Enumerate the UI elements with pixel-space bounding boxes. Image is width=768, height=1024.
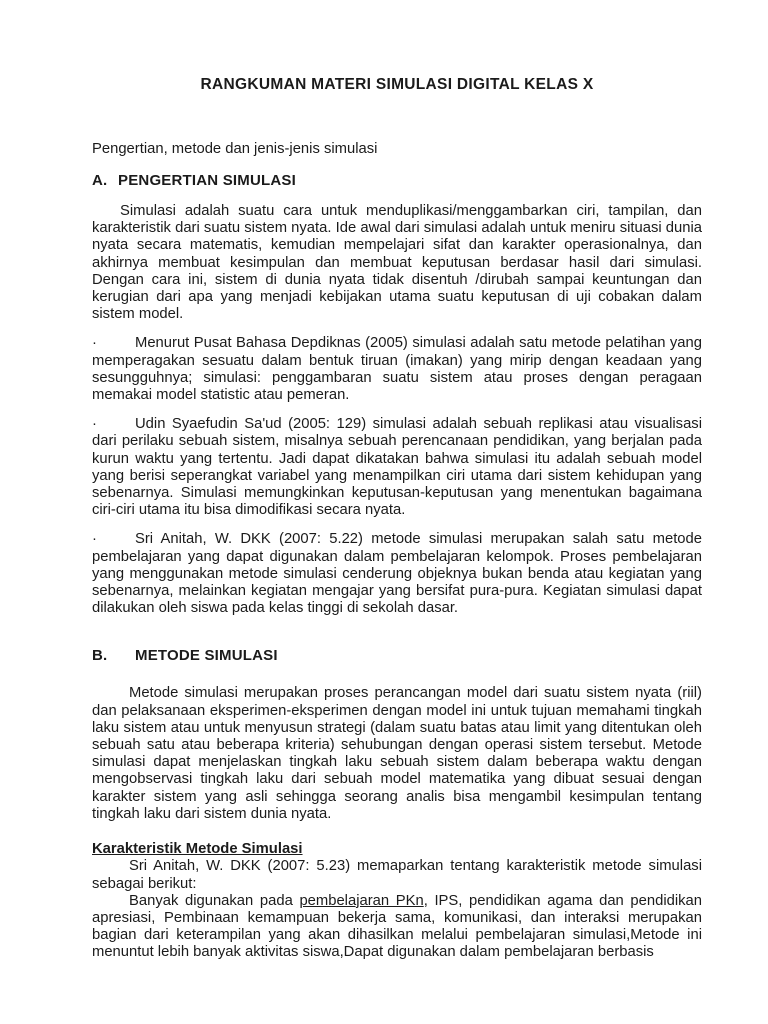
- paragraph-karakteristik-intro: Sri Anitah, W. DKK (2007: 5.23) memaparkan tentang karakteristik metode simulasi sebagai berikut:: [92, 858, 702, 892]
- document-subtitle: Pengertian, metode dan jenis-jenis simulasi: [92, 141, 378, 157]
- bullet-icon: ·: [92, 416, 97, 433]
- section-b-heading: [92, 647, 702, 665]
- bullet-item-syaefudin: [92, 416, 702, 519]
- paragraph-metode: Metode simulasi merupakan proses perancangan model dari suatu sistem nyata (riil) dan pelaksanaan eksperimen-eksperimen dengan model ini untuk tujuan memahami tingkah laku sistem atau untuk menyusun strategi (dalam suatu batas atau limit yang ditentukan oleh sebuah satu atau beberapa kriteria) sehubungan dengan operasi sistem tersebut. Metode simulasi dapat menjelaskan tingkah laku sebuah sistem dalam beberapa waktu dengan mengobservasi tingkah laku dari sebuah model matematika yang dibuat sesuai dengan karakter sistem yang asli sehingga seorang analis bisa mengambil kesimpulan tentang tingkah laku dari sistem dunia nyata.: [92, 685, 702, 822]
- bullet-icon: ·: [92, 531, 97, 548]
- section-a-title: PENGERTIAN SIMULASI: [118, 172, 296, 189]
- bullet-icon: ·: [92, 335, 97, 352]
- underlined-term-pembelajaran-pkn: pembelajaran PKn: [299, 892, 424, 909]
- section-a-number: A.: [92, 172, 108, 189]
- section-a-heading: [92, 172, 702, 190]
- bullet-text-sri-anitah: Sri Anitah, W. DKK (2007: 5.22) metode simulasi merupakan salah satu metode pembelajaran yang dapat digunakan dalam pembelajaran kelompok. Proses pembelajaran yang menggunakan metode simulasi cenderung objeknya bukan benda atau kegiatan yang sebenarnya, melainkan kegiatan mengajar yang bersifat pura-pura. Kegiatan simulasi dapat dilakukan oleh siswa pada kelas tinggi di sekolah dasar.: [92, 531, 702, 617]
- document-title: RANGKUMAN MATERI SIMULASI DIGITAL KELAS X: [200, 76, 594, 93]
- paragraph-pengertian-intro: Simulasi adalah suatu cara untuk menduplikasi/menggambarkan ciri, tampilan, dan karakteristik dari suatu sistem nyata. Ide awal dari simulasi adalah untuk meniru situasi dunia nyata secara matematis, kemudian mempelajari sifat dan karakter operasionalnya, dan akhirnya membuat kesimpulan dan membuat keputusan berdasar hasil dari simulasi. Dengan cara ini, sistem di dunia nyata tidak disentuh /dirubah sampai keuntungan dan kerugian dari apa yang menjadi kebijakan utama suatu keputusan di uji cobakan dalam sistem model.: [92, 203, 702, 323]
- karakteristik-detail-suffix: , IPS, pendidikan agama dan pendidikan apresiasi, Pembinaan kemampuan bekerja sama, komunikasi, dan interaksi merupakan bagian dari keterampilan yang akan dihasilkan melalui pembelajaran simulasi,Metode ini menuntut lebih banyak aktivitas siswa,Dapat digunakan dalam pembelajaran berbasis: [92, 892, 702, 961]
- karakteristik-detail-prefix: Banyak digunakan pada: [129, 892, 300, 909]
- bullet-text-depdiknas: Menurut Pusat Bahasa Depdiknas (2005) simulasi adalah satu metode pelatihan yang memperagakan sesuatu dalam bentuk tiruan (imakan) yang mirip dengan keadaan yang sesungguhnya; simulasi: penggambaran suatu sistem atau proses dengan peragaan memakai model statistic atau pemeran.: [92, 335, 702, 404]
- bullet-item-depdiknas: [92, 335, 702, 404]
- bullet-text-syaefudin: Udin Syaefudin Sa'ud (2005: 129) simulasi adalah sebuah replikasi atau visualisasi dari perilaku sebuah sistem, misalnya sebuah perencanaan pendidikan, yang berjalan pada kurun waktu yang tertentu. Jadi dapat dikatakan bahwa simulasi itu adalah sebuah model yang berisi seperangkat variabel yang menampilkan ciri utama dari sistem kehidupan yang sebenarnya. Simulasi memungkinkan keputusan-keputusan yang menentukan bagaimana ciri-ciri utama itu bisa dimodifikasi secara nyata.: [92, 416, 702, 519]
- karakteristik-heading: Karakteristik Metode Simulasi: [92, 841, 303, 858]
- section-b-title: METODE SIMULASI: [135, 647, 278, 665]
- paragraph-karakteristik-detail: [92, 893, 702, 962]
- section-b-number: B.: [92, 647, 108, 665]
- bullet-item-sri-anitah: [92, 531, 702, 617]
